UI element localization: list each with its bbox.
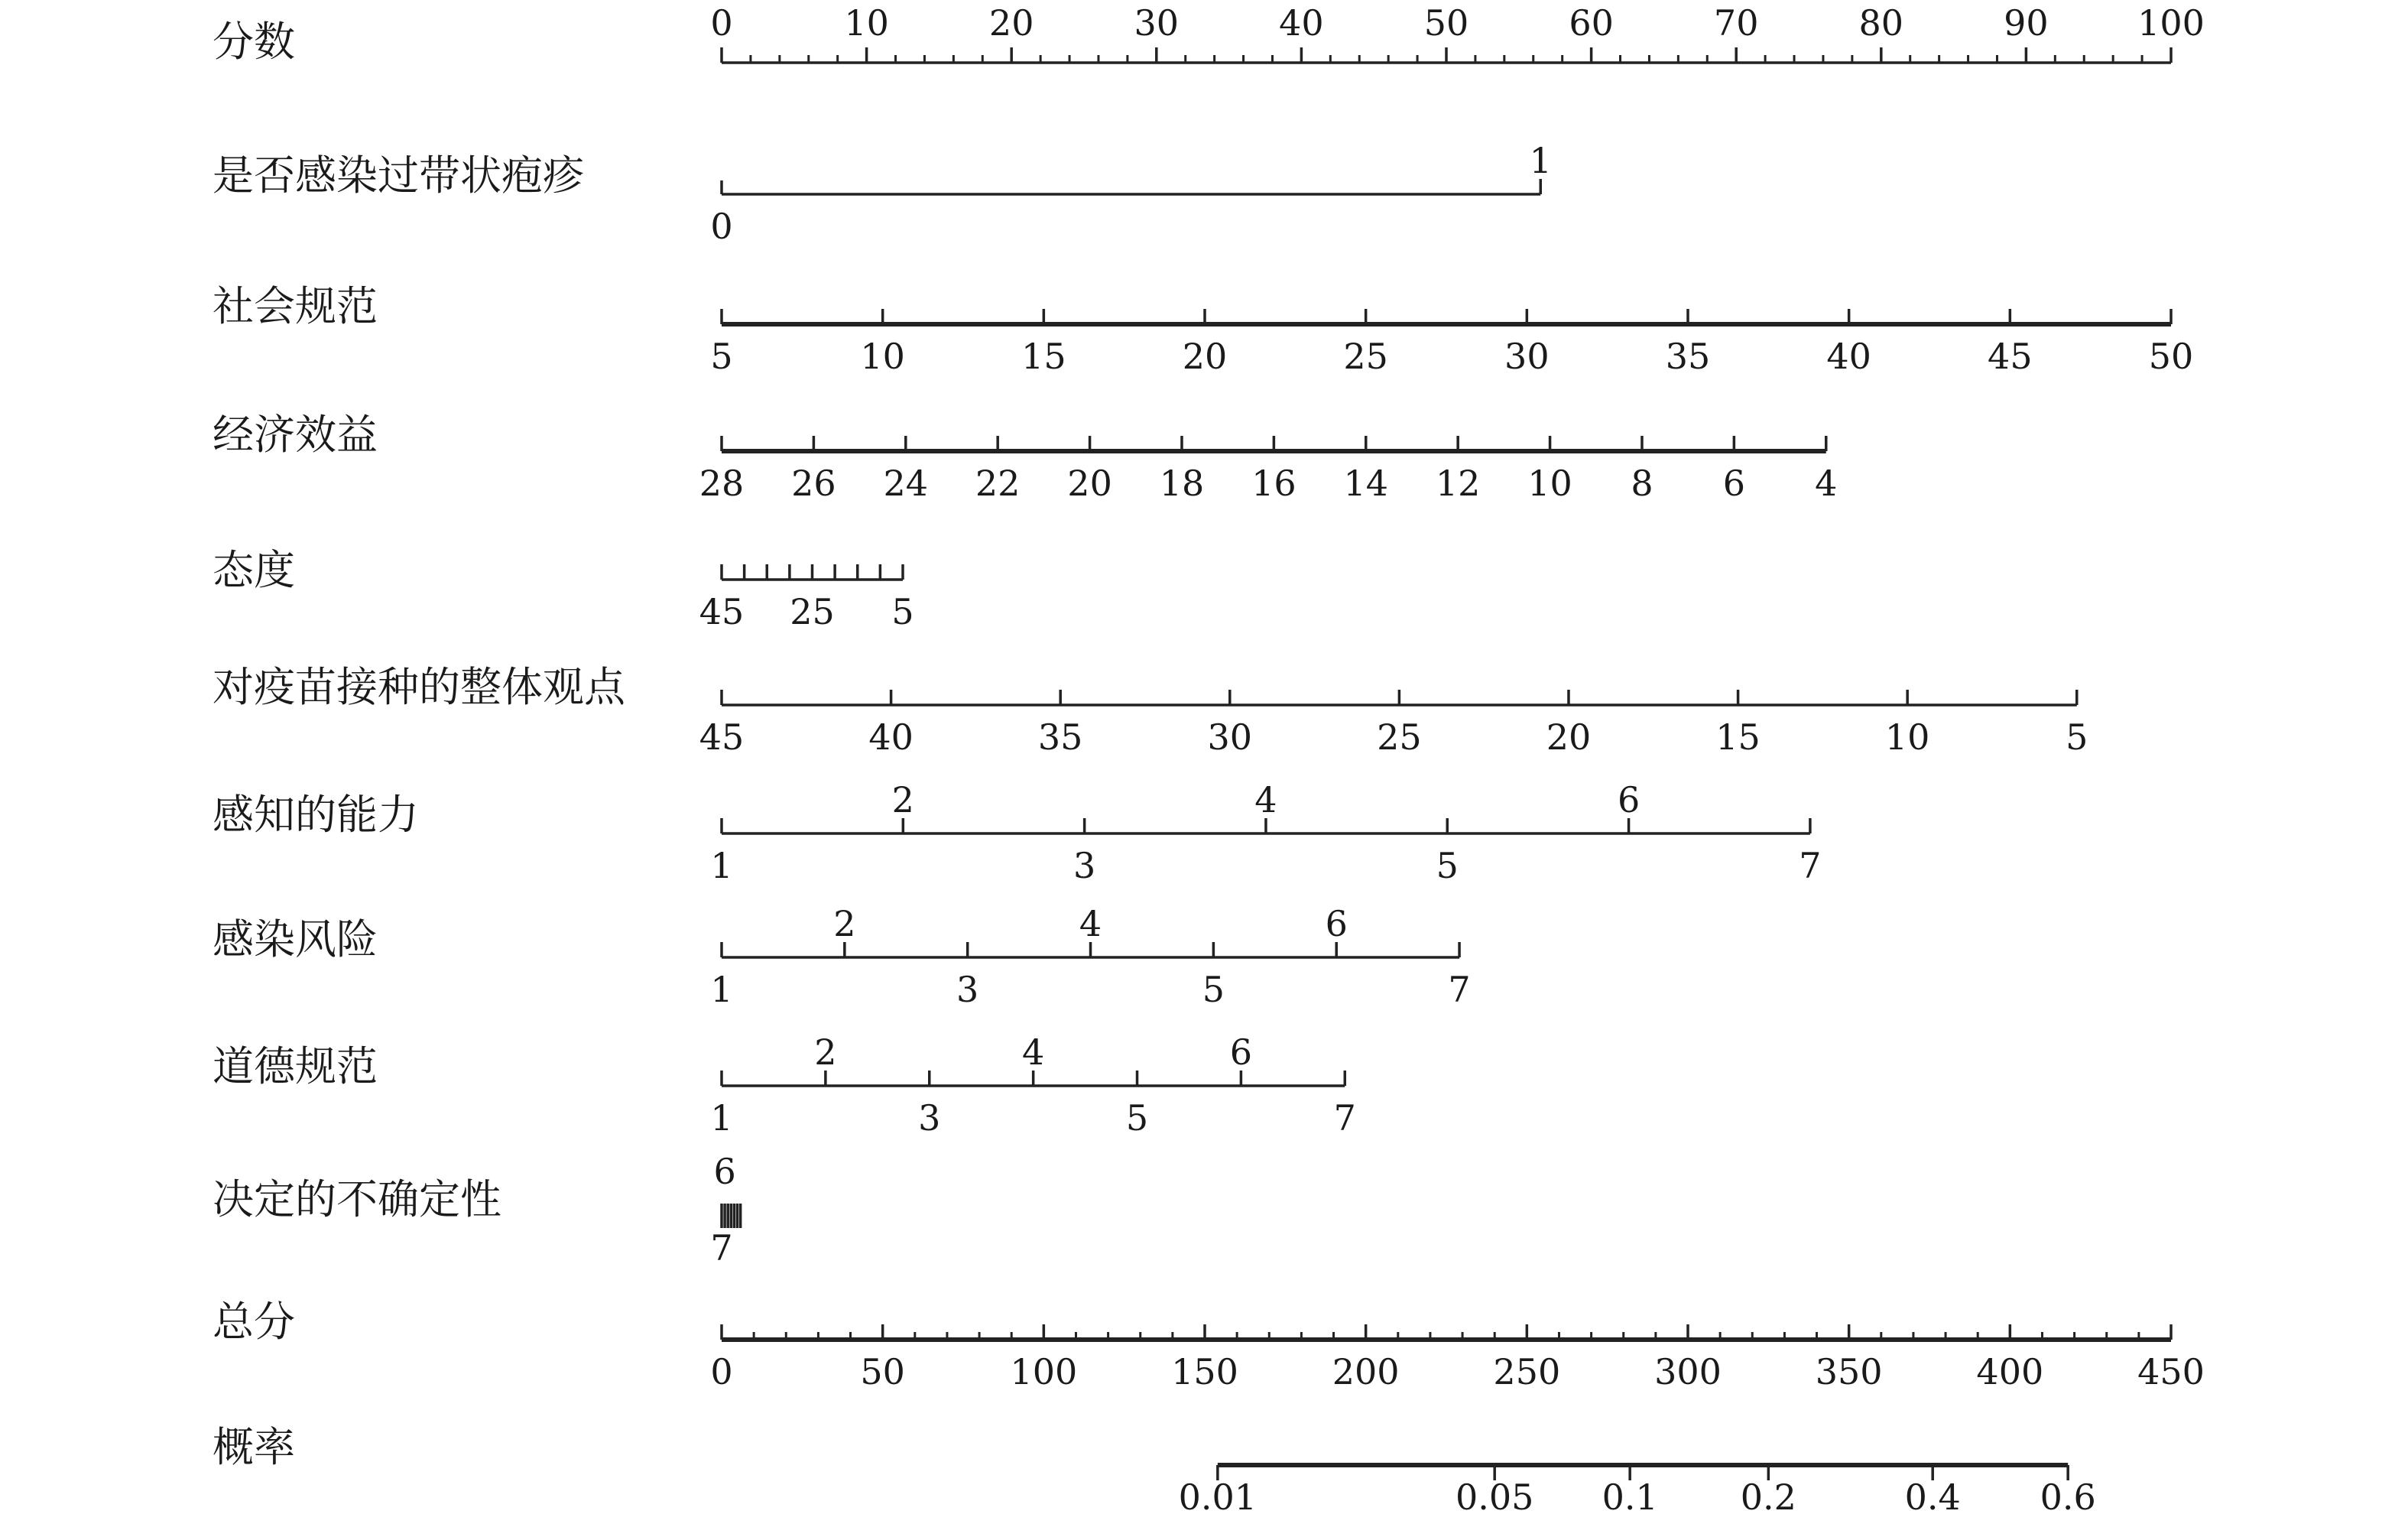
tick-label: 14 (1343, 463, 1389, 504)
tick-label: 10 (1527, 463, 1572, 504)
tick-label: 90 (2004, 2, 2049, 44)
tick-label: 0 (710, 2, 733, 44)
row-infection-risk (213, 903, 1471, 1010)
tick-label: 0 (710, 1351, 733, 1392)
tick-label: 300 (1654, 1351, 1722, 1392)
tick-label: 0.4 (1904, 1477, 1961, 1518)
tick-label: 22 (975, 463, 1021, 504)
tick-label: 2 (891, 779, 914, 820)
tick-label: 150 (1171, 1351, 1238, 1392)
tick-label: 28 (699, 463, 745, 504)
tick-label: 1 (1529, 140, 1552, 181)
tick-label: 50 (860, 1351, 905, 1392)
tick-label: 2 (814, 1032, 837, 1073)
tick-label: 0.6 (2040, 1477, 2096, 1518)
tick-label: 25 (1377, 716, 1422, 758)
tick-label: 1 (710, 845, 733, 886)
tick-label: 70 (1713, 2, 1759, 44)
tick-label: 5 (1436, 845, 1459, 886)
tick-label: 0.05 (1455, 1477, 1534, 1518)
tick-label: 4 (1021, 1032, 1045, 1073)
tick-label: 24 (883, 463, 929, 504)
tick-label: 16 (1251, 463, 1296, 504)
tick-label: 6 (1325, 903, 1348, 944)
tick-label: 5 (891, 591, 914, 632)
tick-label: 30 (1134, 2, 1180, 44)
tick-label: 200 (1332, 1351, 1400, 1392)
row-label-perceived-ability: 感知的能力 (213, 791, 419, 839)
tick-label: 8 (1631, 463, 1653, 504)
tick-label: 40 (1826, 336, 1871, 377)
tick-label: 40 (1279, 2, 1324, 44)
row-label-moral-norms: 道德规范 (213, 1042, 378, 1090)
row-label-herpes-zoster-history: 是否感染过带状疱疹 (213, 151, 584, 200)
tick-label: 0.2 (1740, 1477, 1796, 1518)
tick-label: 12 (1435, 463, 1481, 504)
tick-label: 3 (956, 969, 979, 1010)
row-label-social-norms: 社会规范 (213, 282, 378, 330)
tick-label: 350 (1815, 1351, 1883, 1392)
tick-label: 10 (844, 2, 889, 44)
row-label-total-points: 总分 (213, 1298, 295, 1346)
tick-label: 5 (710, 336, 733, 377)
tick-label: 0 (710, 206, 733, 247)
row-perceived-ability (213, 779, 1822, 886)
tick-label: 45 (699, 716, 745, 758)
tick-label: 20 (988, 2, 1034, 44)
tick-label: 50 (2148, 336, 2194, 377)
tick-label: 250 (1493, 1351, 1561, 1392)
row-label-infection-risk: 感染风险 (213, 915, 378, 963)
tick-label: 20 (1546, 716, 1592, 758)
tick-label: 60 (1569, 2, 1614, 44)
row-label-decision-uncertainty: 决定的不确定性 (213, 1175, 501, 1223)
row-probability (213, 1423, 2096, 1518)
tick-label: 35 (1037, 716, 1083, 758)
tick-label: 450 (2137, 1351, 2205, 1392)
tick-label: 4 (1079, 903, 1102, 944)
tick-label: 3 (1073, 845, 1096, 886)
tick-label: 30 (1504, 336, 1550, 377)
tick-label: 26 (791, 463, 836, 504)
tick-label: 20 (1182, 336, 1228, 377)
tick-label: 15 (1715, 716, 1761, 758)
tick-label: 1 (710, 969, 733, 1010)
tick-label: 100 (2137, 2, 2205, 44)
tick-label: 400 (1976, 1351, 2044, 1392)
tick-label: 2 (833, 903, 856, 944)
row-points (213, 2, 2205, 66)
tick-label: 10 (1884, 716, 1930, 758)
tick-label: 6 (1722, 463, 1745, 504)
tick-label: 100 (1010, 1351, 1078, 1392)
row-decision-uncertainty (213, 1151, 741, 1269)
tick-label: 30 (1207, 716, 1253, 758)
tick-label: 6 (1229, 1032, 1253, 1073)
tick-label: 0.01 (1178, 1477, 1258, 1518)
tick-label: 40 (868, 716, 914, 758)
row-social-norms (213, 282, 2193, 377)
row-total-points (213, 1298, 2205, 1392)
row-herpes-zoster-history (213, 140, 1552, 247)
row-label-probability: 概率 (213, 1423, 295, 1471)
row-label-economic-benefit: 经济效益 (213, 411, 378, 459)
tick-label: 5 (2066, 716, 2088, 758)
row-label-overall-view: 对疫苗接种的整体观点 (213, 663, 625, 711)
tick-label: 7 (1333, 1097, 1356, 1139)
row-label-attitude: 态度 (213, 546, 295, 594)
tick-label: 20 (1067, 463, 1112, 504)
tick-label: 18 (1159, 463, 1205, 504)
tick-label: 35 (1665, 336, 1711, 377)
tick-label: 5 (1125, 1097, 1149, 1139)
tick-label: 1 (710, 1097, 733, 1139)
tick-label: 45 (699, 591, 745, 632)
tick-label: 25 (790, 591, 835, 632)
tick-label: 10 (860, 336, 905, 377)
tick-label: 15 (1021, 336, 1066, 377)
tick-label: 50 (1423, 2, 1469, 44)
tick-label: 7 (710, 1227, 733, 1269)
row-economic-benefit (213, 411, 1837, 504)
tick-label: 3 (918, 1097, 941, 1139)
tick-label: 7 (1448, 969, 1471, 1010)
tick-label: 80 (1858, 2, 1904, 44)
tick-label: 6 (1617, 779, 1640, 820)
row-attitude (213, 546, 914, 632)
row-overall-view (213, 663, 2088, 758)
tick-label: 7 (1799, 845, 1822, 886)
tick-label: 0.1 (1602, 1477, 1658, 1518)
tick-label: 6 (713, 1151, 736, 1192)
tick-label: 45 (1988, 336, 2033, 377)
tick-label: 5 (1202, 969, 1225, 1010)
tick-label: 4 (1815, 463, 1838, 504)
tick-label: 25 (1343, 336, 1388, 377)
row-label-points: 分数 (213, 18, 295, 66)
tick-label: 4 (1254, 779, 1277, 820)
row-moral-norms (213, 1032, 1356, 1139)
